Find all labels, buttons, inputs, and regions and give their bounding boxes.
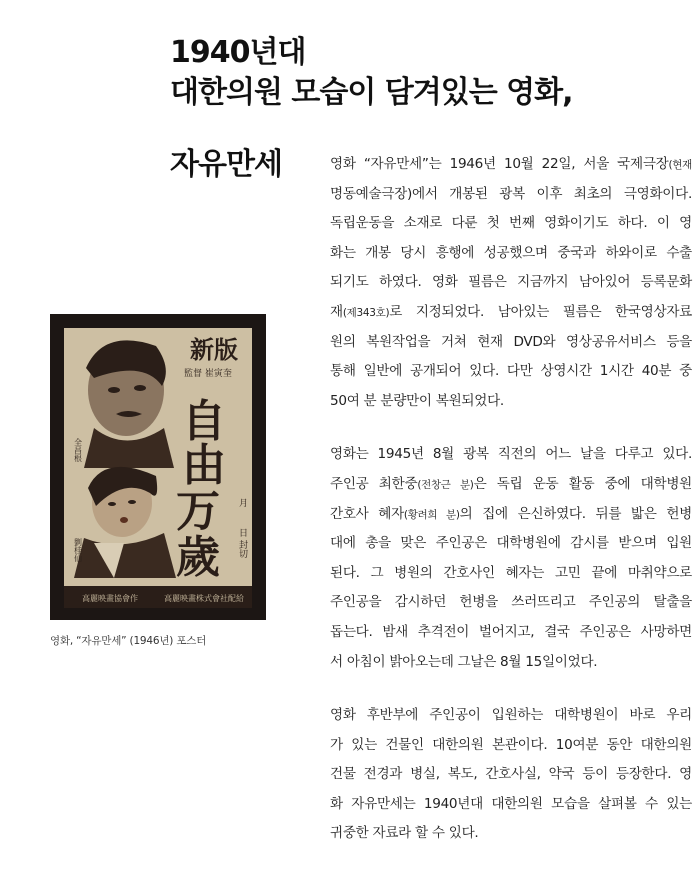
text-line	[330, 440, 692, 470]
text-segment: 되기도 하였다. 영화 필름은 지금까지 남아있어 등록문화	[330, 274, 692, 291]
poster-distributor: 高麗映畫株式會社配給	[164, 594, 244, 603]
text-segment: 로 지정되었다. 남아있는 필름은 한국영상자료	[389, 303, 692, 320]
text-line	[330, 819, 692, 849]
poster-producer: 高麗映畫協會作	[82, 594, 138, 603]
poster-month: 月	[237, 498, 247, 507]
text-segment: 독립운동을 소재로 다룬 첫 번째 영화이기도 하다. 이 영	[330, 215, 692, 232]
text-segment: 건물 전경과 병실, 복도, 간호사실, 약국 등이 등장한다. 영	[330, 766, 692, 783]
poster-title-char-1: 自	[182, 396, 226, 447]
text-segment: 은 독립 운동 활동 중에 대학병원	[473, 475, 692, 492]
paragraph-1	[330, 150, 692, 416]
poster-caption: 영화, “자유만세” (1946년) 포스터	[50, 635, 207, 647]
article-body	[330, 150, 692, 873]
text-line	[330, 239, 692, 269]
text-line	[330, 180, 692, 210]
text-segment: 원의 복원작업을 거쳐 현재 DVD와 영상공유서비스 등을	[330, 333, 692, 350]
text-segment: 명동예술극장)	[330, 185, 412, 202]
text-segment: 통해 일반에 공개되어 있다. 다만 상영시간 1시간 40분 중	[330, 363, 692, 380]
movie-poster-frame	[50, 314, 266, 620]
text-segment: 의 집에 은신하였다. 뒤를 밟은 헌병	[459, 505, 692, 522]
text-line	[330, 529, 692, 559]
text-segment: 돕는다. 밤새 추격전이 벌어지고, 결국 주인공은 사망하면	[330, 623, 692, 640]
poster-top-text: 新版	[190, 335, 238, 364]
text-segment: 서 아침이 밝아오는데 그날은 8월 15일이었다.	[330, 653, 598, 670]
text-line	[330, 298, 692, 328]
text-segment: 영화 후반부에 주인공이 입원하는 대학병원이 바로 우리	[330, 707, 692, 724]
text-segment: 화 자유만세는 1940년대 대한의원 모습을 살펴볼 수 있는	[330, 795, 692, 812]
poster-title-char-3: 万	[176, 486, 220, 537]
text-segment: 영화는 1945년 8월 광복 직전의 어느 날을 다루고 있다.	[330, 446, 692, 463]
text-line	[330, 701, 692, 731]
text-note: (제343호)	[342, 306, 390, 319]
poster-cast-2: 劉桂仙	[73, 538, 83, 562]
text-segment: 주인공을 감시하던 헌병을 쓰러뜨리고 주인공의 탈출을	[330, 594, 692, 611]
poster-title-char-4: 歲	[176, 532, 220, 583]
text-line	[330, 268, 692, 298]
title-line-2: 대한의원 모습이 담겨있는 영화,	[170, 75, 573, 110]
text-note: (황려희 분)	[403, 508, 460, 521]
text-line	[330, 357, 692, 387]
poster-cast-1: 全昌根	[73, 438, 83, 462]
subtitle: 자유만세	[170, 147, 282, 182]
text-note: (현재	[668, 159, 692, 171]
text-line	[330, 588, 692, 618]
text-segment: 주인공 최한중	[330, 475, 418, 492]
movie-poster	[64, 328, 252, 608]
text-line	[330, 500, 692, 530]
poster-illustration	[64, 328, 252, 608]
poster-release: 日 封切	[237, 528, 247, 558]
text-line	[330, 470, 692, 500]
text-segment: 대에 총을 맞은 주인공은 대학병원에 감시를 받으며 입원	[330, 535, 692, 552]
text-line	[330, 209, 692, 239]
text-line	[330, 618, 692, 648]
text-segment: 에서 개봉된 광복 이후 최초의 극영화이다.	[412, 185, 692, 202]
text-line	[330, 760, 692, 790]
text-line	[330, 731, 692, 761]
paragraph-3	[330, 701, 692, 849]
title-block	[170, 33, 690, 113]
poster-title-char-2: 由	[182, 440, 226, 491]
text-line	[330, 790, 692, 820]
text-segment: 가 있는 건물인 대한의원 본관이다. 10여분 동안 대한의원	[330, 736, 692, 753]
text-line	[330, 328, 692, 358]
text-segment: 50여 분 분량만이 복원되었다.	[330, 392, 504, 409]
text-segment: 간호사 혜자	[330, 505, 404, 522]
text-line	[330, 387, 692, 417]
poster-director: 監督 崔寅奎	[184, 369, 232, 379]
text-segment: 귀중한 자료라 할 수 있다.	[330, 825, 479, 842]
text-segment: 재	[330, 303, 343, 320]
text-line	[330, 150, 692, 180]
text-line	[330, 648, 692, 678]
title-line-1: 1940년대	[170, 35, 306, 70]
paragraph-2	[330, 440, 692, 677]
text-line	[330, 559, 692, 589]
text-segment: 화는 개봉 당시 흥행에 성공했으며 중국과 하와이로 수출	[330, 244, 692, 261]
text-note: (전창근 분)	[417, 478, 474, 491]
text-segment: 된다. 그 병원의 간호사인 혜자는 고민 끝에 마취약으로	[330, 564, 692, 581]
text-segment: 영화 “자유만세”는 1946년 10월 22일, 서울 국제극장	[330, 156, 669, 172]
